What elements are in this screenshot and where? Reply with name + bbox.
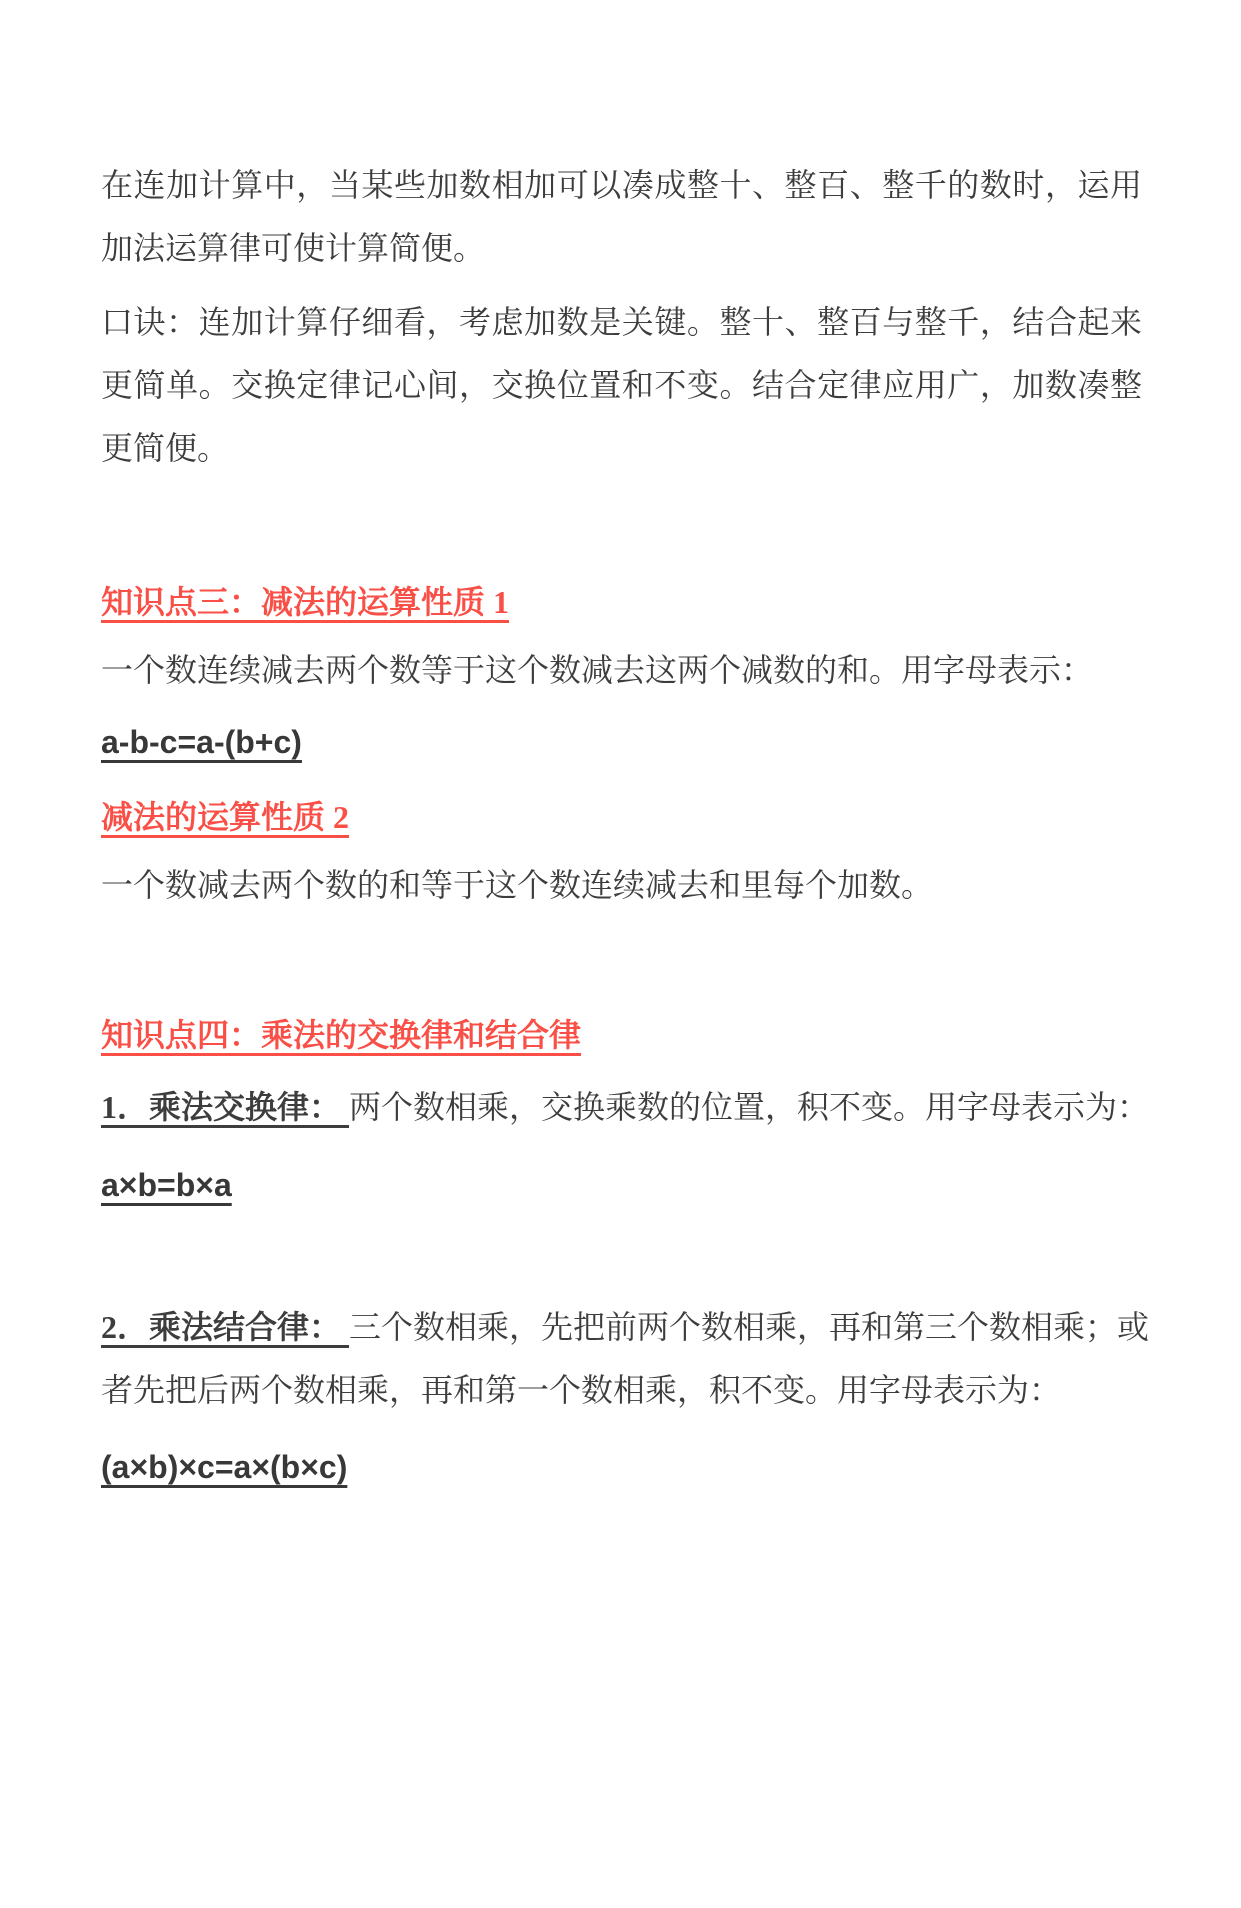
heading-knowledge-point-3 bbox=[101, 571, 1142, 634]
document-page bbox=[0, 154, 1241, 1908]
formula-multiplication-commutative bbox=[101, 1154, 1142, 1217]
formula-multiplication-associative bbox=[101, 1436, 1142, 1499]
heading-text: 知识点三：减法的运算性质 1 bbox=[101, 584, 510, 620]
text-line bbox=[101, 1296, 1150, 1359]
paragraph-multiplication-commutative bbox=[101, 1076, 1150, 1139]
heading-text: 知识点四：乘法的交换律和结合律 bbox=[101, 1017, 582, 1053]
paragraph-subtraction-property-2 bbox=[101, 854, 1142, 917]
text-line bbox=[101, 1076, 1150, 1139]
paragraph-addition-mnemonic bbox=[101, 291, 1142, 480]
formula-subtraction-property-1 bbox=[101, 711, 1142, 774]
text-line: 在连加计算中，当某些加数相加可以凑成整十、整百、整千的数时，运用 bbox=[101, 167, 1143, 203]
item-text: 三个数相乘，先把前两个数相乘，再和第三个数相乘；或 bbox=[349, 1309, 1150, 1345]
formula-text: a×b=b×a bbox=[101, 1167, 232, 1203]
text-line: 更简便。 bbox=[101, 430, 230, 466]
item-text: 两个数相乘，交换乘数的位置，积不变。用字母表示为： bbox=[349, 1089, 1150, 1125]
heading-knowledge-point-4 bbox=[101, 1004, 1142, 1067]
heading-subtraction-property-2 bbox=[101, 786, 1142, 849]
formula-text: (a×b)×c=a×(b×c) bbox=[101, 1449, 348, 1485]
item-label: 2．乘法结合律： bbox=[101, 1309, 350, 1345]
text-line: 更简单。交换定律记心间，交换位置和不变。结合定律应用广，加数凑整 bbox=[101, 367, 1143, 403]
text-line: 加法运算律可使计算简便。 bbox=[101, 230, 486, 266]
text-line: 一个数减去两个数的和等于这个数连续减去和里每个加数。 bbox=[101, 867, 934, 903]
text-line: 者先把后两个数相乘，再和第一个数相乘，积不变。用字母表示为： bbox=[101, 1372, 1062, 1408]
paragraph-addition-summary bbox=[101, 154, 1142, 280]
formula-text: a-b-c=a-(b+c) bbox=[101, 724, 302, 760]
paragraph-subtraction-property-1 bbox=[101, 639, 1142, 702]
text-line: 口诀：连加计算仔细看，考虑加数是关键。整十、整百与整千，结合起来 bbox=[101, 304, 1143, 340]
paragraph-multiplication-associative bbox=[101, 1296, 1150, 1422]
text-line: 一个数连续减去两个数等于这个数减去这两个减数的和。用字母表示： bbox=[101, 652, 1094, 688]
item-label: 1．乘法交换律： bbox=[101, 1089, 350, 1125]
heading-text: 减法的运算性质 2 bbox=[101, 799, 350, 835]
